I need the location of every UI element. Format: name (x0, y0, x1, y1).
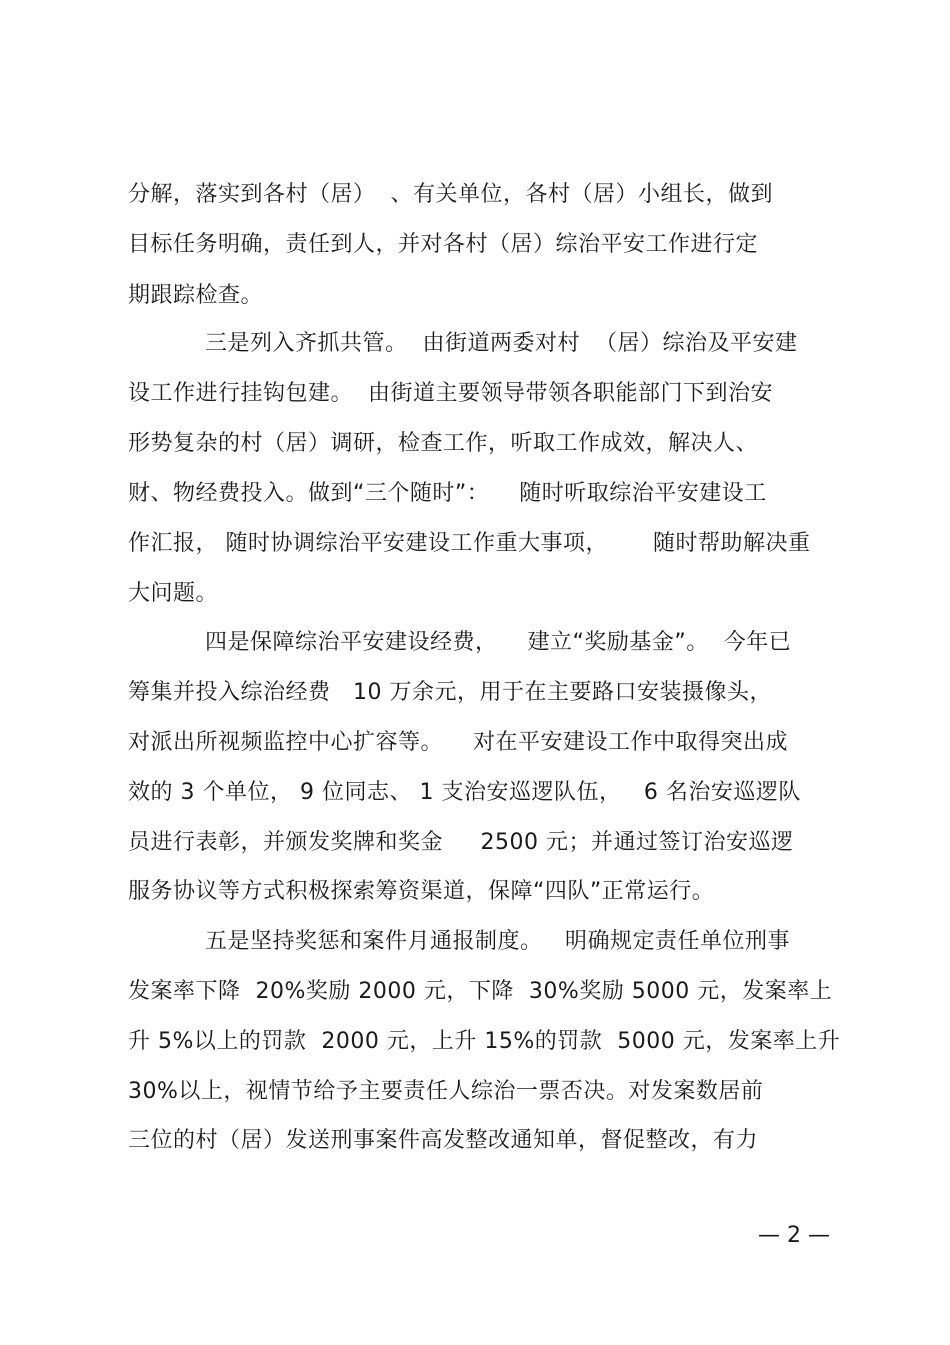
text-line-1: 分解，落实到各村（居） 、有关单位，各村（居）小组长，做到 (128, 182, 773, 207)
text-line-13: 效的 3 个单位， 9 位同志、 1 支治安巡逻队伍， 6 名治安巡逻队 (128, 780, 801, 805)
text-line-20: 三位的村（居）发送刑事案件高发整改通知单，督促整改，有力 (128, 1128, 759, 1153)
text-line-5: 设工作进行挂钩包建。 由街道主要领导带领各职能部门下到治安 (128, 381, 773, 406)
text-line-17: 发案率下降 20%奖励 2000 元，下降 30%奖励 5000 元，发案率上 (128, 979, 833, 1004)
page-number: — 2 — (758, 1223, 830, 1248)
text-line-11: 筹集并投入综治经费 10 万余元，用于在主要路口安装摄像头， (128, 680, 772, 705)
text-line-2: 目标任务明确，责任到人，并对各村（居）综治平安工作进行定 (128, 232, 759, 257)
text-line-10: 四是保障综治平安建设经费， 建立“奖励基金”。 今年已 (205, 630, 792, 655)
text-line-15: 服务协议等方式积极探索筹资渠道，保障“四队”正常运行。 (128, 879, 715, 904)
text-line-9: 大问题。 (128, 581, 219, 606)
text-line-7: 财、物经费投入。做到“三个随时”： 随时听取综治平安建设工 (128, 481, 767, 506)
text-line-16: 五是坚持奖惩和案件月通报制度。 明确规定责任单位刑事 (205, 929, 790, 954)
text-line-18: 升 5%以上的罚款 2000 元，上升 15%的罚款 5000 元，发案率上升 (128, 1029, 841, 1054)
text-line-14: 员进行表彰，并颁发奖牌和奖金 2500 元；并通过签订治安巡逻 (128, 830, 794, 855)
text-line-19: 30%以上，视情节给予主要责任人综治一票否决。对发案数居前 (128, 1079, 764, 1104)
text-line-3: 期跟踪检查。 (128, 283, 264, 308)
text-line-6: 形势复杂的村（居）调研，检查工作，听取工作成效，解决人、 (128, 431, 759, 456)
text-line-12: 对派出所视频监控中心扩容等。 对在平安建设工作中取得突出成 (128, 730, 788, 755)
text-line-4: 三是列入齐抓共管。 由街道两委对村 （居）综治及平安建 (205, 331, 798, 356)
text-line-8: 作汇报， 随时协调综治平安建设工作重大事项， 随时帮助解决重 (128, 531, 811, 556)
